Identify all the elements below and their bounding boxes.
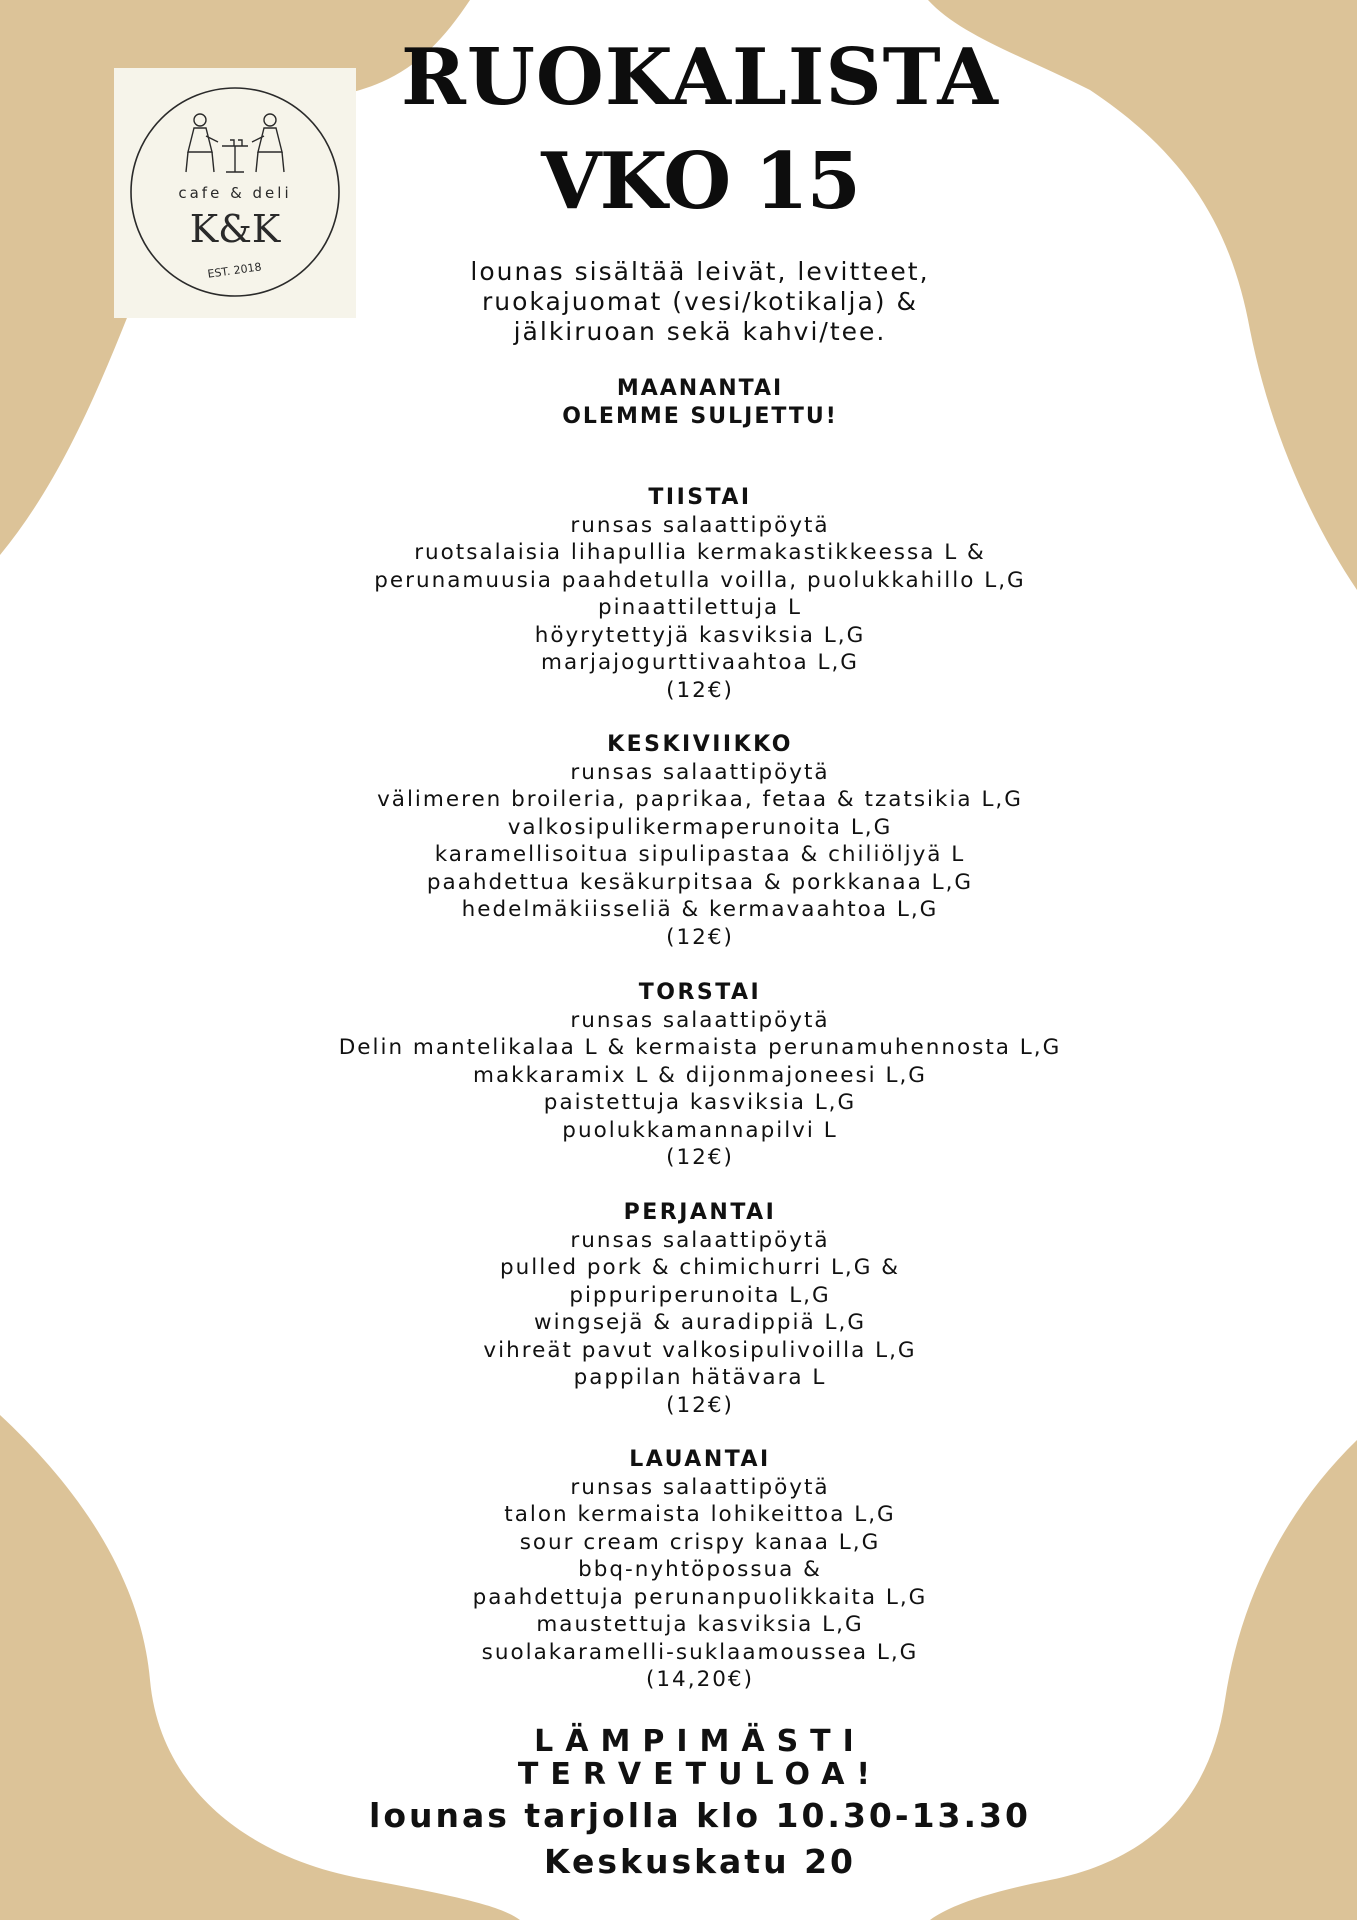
- menu-item: suolakaramelli-suklaamoussea L,G: [481, 1639, 919, 1665]
- price: (12€): [666, 677, 734, 703]
- menu-item: maustettuja kasviksia L,G: [536, 1612, 864, 1637]
- day-name: TIISTAI: [648, 485, 752, 510]
- menu-item: runsas salaattipöytä: [570, 1007, 830, 1033]
- lunch-hours: lounas tarjolla klo 10.30-13.30: [369, 1796, 1031, 1835]
- menu-item: runsas salaattipöytä: [570, 759, 830, 785]
- menu-item: paahdettua kesäkurpitsaa & porkkanaa L,G: [426, 869, 974, 895]
- menu-item: perunamuusia paahdetulla voilla, puolukkahillo L,G: [374, 567, 1026, 593]
- address: Keskuskatu 20: [544, 1842, 856, 1881]
- intro-line: lounas sisältää leivät, levitteet,: [470, 257, 930, 286]
- day-section-wednesday: [280, 731, 1120, 951]
- menu-item: pippuriperunoita L,G: [569, 1282, 831, 1308]
- menu-item: wingsejä & auradippiä L,G: [533, 1310, 867, 1335]
- day-name: TORSTAI: [638, 980, 762, 1005]
- day-section-tuesday: [280, 484, 1120, 704]
- day-section-saturday: [280, 1446, 1120, 1694]
- week-number: VKO 15: [541, 136, 859, 227]
- menu-item: paahdettuja perunanpuolikkaita L,G: [472, 1584, 928, 1610]
- welcome-line-1: LÄMPIMÄSTI: [534, 1724, 866, 1759]
- menu-item: karamellisoitua sipulipastaa & chiliöljyä L: [434, 842, 966, 867]
- menu-item: hedelmäkiisseliä & kermavaahtoa L,G: [461, 897, 939, 922]
- closed-note: OLEMME SULJETTU!: [562, 404, 838, 429]
- menu-item: runsas salaattipöytä: [570, 1227, 830, 1253]
- cafe-logo: [114, 68, 356, 318]
- menu-item: marjajogurttivaahtoa L,G: [541, 650, 859, 675]
- price: (12€): [666, 1145, 734, 1170]
- menu-item: sour cream crispy kanaa L,G: [519, 1529, 881, 1555]
- monday-section: [380, 375, 1020, 431]
- day-name: PERJANTAI: [623, 1200, 777, 1225]
- menu-item: höyrytettyjä kasviksia L,G: [534, 622, 866, 648]
- menu-item: puolukkamannapilvi L: [562, 1117, 838, 1143]
- day-name: KESKIVIIKKO: [607, 732, 793, 757]
- menu-item: bbq-nyhtöpossua &: [578, 1557, 822, 1582]
- logo-est-text: EST. 2018: [206, 260, 263, 281]
- menu-item: paistettuja kasviksia L,G: [543, 1090, 857, 1115]
- day-section-thursday: [280, 979, 1120, 1172]
- logo-illustration: [186, 114, 284, 172]
- menu-item: pulled pork & chimichurri L,G &: [499, 1255, 901, 1280]
- logo-top-text: cafe & deli: [178, 184, 292, 202]
- menu-item: talon kermaista lohikeittoa L,G: [504, 1502, 896, 1527]
- menu-item: välimeren broileria, paprikaa, fetaa & tzatsikia L,G: [377, 787, 1023, 812]
- menu-item: makkaramix L & dijonmajoneesi L,G: [473, 1062, 927, 1088]
- menu-item: runsas salaattipöytä: [570, 512, 830, 538]
- menu-item: runsas salaattipöytä: [570, 1474, 830, 1500]
- price: (14,20€): [645, 1667, 754, 1692]
- day-name: LAUANTAI: [629, 1447, 771, 1472]
- day-name-monday: MAANANTAI: [616, 376, 784, 401]
- menu-item: ruotsalaisia lihapullia kermakastikkeessa L &: [414, 540, 986, 565]
- price: (12€): [666, 924, 734, 950]
- logo-main-text: K&K: [189, 207, 281, 251]
- welcome-line-2: TERVETULOA!: [517, 1757, 883, 1792]
- intro-text: [380, 257, 1020, 347]
- intro-line: jälkiruoan sekä kahvi/tee.: [513, 317, 887, 346]
- price: (12€): [666, 1392, 734, 1418]
- menu-item: Delin mantelikalaa L & kermaista perunamuhennosta L,G: [338, 1035, 1062, 1060]
- menu-title: RUOKALISTA: [401, 32, 999, 123]
- menu-item: vihreät pavut valkosipulivoilla L,G: [483, 1337, 917, 1363]
- menu-item: pinaattilettuja L: [597, 595, 803, 620]
- menu-item: valkosipulikermaperunoita L,G: [507, 814, 893, 840]
- menu-item: pappilan hätävara L: [573, 1365, 827, 1390]
- intro-line: ruokajuomat (vesi/kotikalja) &: [481, 287, 918, 316]
- day-section-friday: [280, 1199, 1120, 1419]
